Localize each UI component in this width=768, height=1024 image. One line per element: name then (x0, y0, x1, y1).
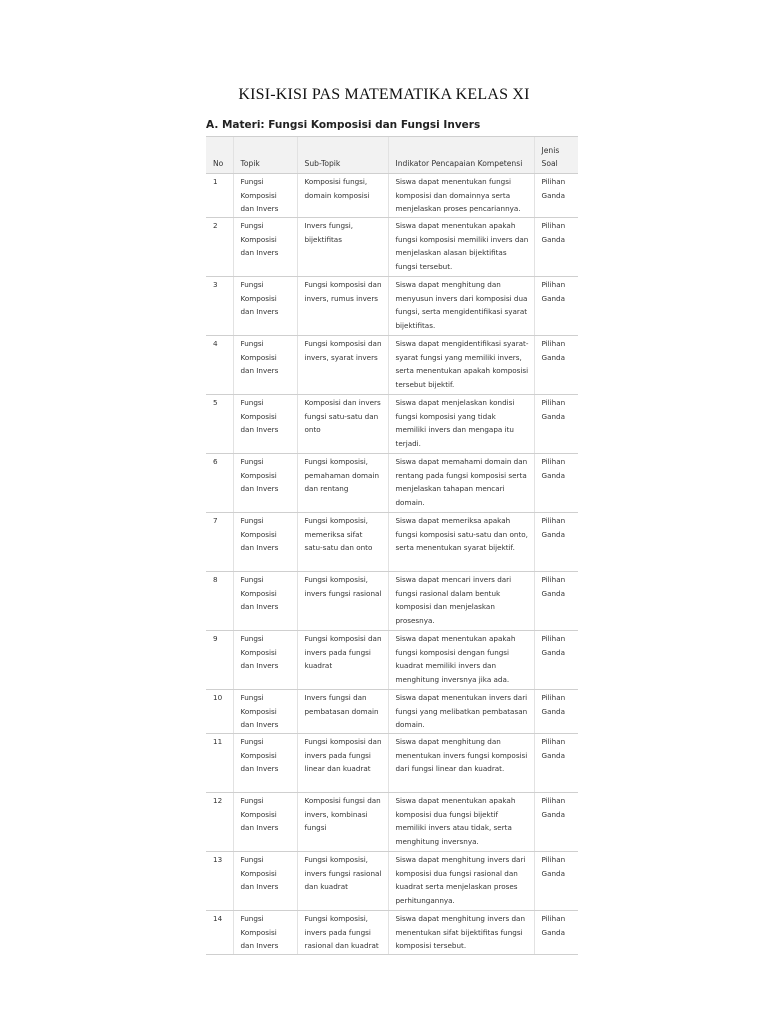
header-sub-topik: Sub-Topik (297, 137, 388, 174)
cell-topik: Fungsi Komposisi dan Invers (233, 852, 297, 911)
cell-no: 4 (206, 336, 233, 395)
cell-no: 1 (206, 174, 233, 218)
header-topik: Topik (233, 137, 297, 174)
kisi-kisi-table (206, 136, 578, 955)
cell-indikator: Siswa dapat menghitung dan menyusun invers dari komposisi dua fungsi, serta mengidentifikasi syarat bijektifitas. (388, 277, 534, 336)
cell-no: 7 (206, 513, 233, 572)
cell-topik: Fungsi Komposisi dan Invers (233, 454, 297, 513)
kisi-kisi-table-container (206, 136, 578, 955)
cell-indikator: Siswa dapat mengidentifikasi syarat-syarat fungsi yang memiliki invers, serta menentukan apakah komposisi tersebut bijektif. (388, 336, 534, 395)
cell-topik: Fungsi Komposisi dan Invers (233, 793, 297, 852)
table-row (206, 277, 578, 336)
cell-jenis-soal: Pilihan Ganda (534, 852, 578, 911)
table-row (206, 911, 578, 955)
cell-indikator: Siswa dapat menghitung dan menentukan invers fungsi komposisi dari fungsi linear dan kuadrat. (388, 734, 534, 793)
table-row (206, 572, 578, 631)
cell-jenis-soal: Pilihan Ganda (534, 336, 578, 395)
cell-indikator: Siswa dapat menghitung invers dari komposisi dua fungsi rasional dan kuadrat serta menjelaskan proses perhitungannya. (388, 852, 534, 911)
cell-jenis-soal: Pilihan Ganda (534, 395, 578, 454)
cell-sub-topik: Komposisi dan invers fungsi satu-satu dan onto (297, 395, 388, 454)
header-no: No (206, 137, 233, 174)
cell-topik: Fungsi Komposisi dan Invers (233, 734, 297, 793)
table-row (206, 793, 578, 852)
cell-jenis-soal: Pilihan Ganda (534, 513, 578, 572)
cell-no: 11 (206, 734, 233, 793)
cell-no: 9 (206, 631, 233, 690)
cell-no: 13 (206, 852, 233, 911)
cell-jenis-soal: Pilihan Ganda (534, 793, 578, 852)
cell-indikator: Siswa dapat menentukan invers dari fungsi yang melibatkan pembatasan domain. (388, 690, 534, 734)
cell-indikator: Siswa dapat menentukan fungsi komposisi dan domainnya serta menjelaskan proses pencariannya. (388, 174, 534, 218)
cell-topik: Fungsi Komposisi dan Invers (233, 277, 297, 336)
cell-indikator: Siswa dapat menentukan apakah fungsi komposisi memiliki invers dan menjelaskan alasan bijektifitas fungsi tersebut. (388, 218, 534, 277)
cell-sub-topik: Fungsi komposisi dan invers pada fungsi linear dan kuadrat (297, 734, 388, 793)
cell-indikator: Siswa dapat memahami domain dan rentang pada fungsi komposisi serta menjelaskan tahapan mencari domain. (388, 454, 534, 513)
table-row (206, 690, 578, 734)
cell-topik: Fungsi Komposisi dan Invers (233, 690, 297, 734)
header-jenis-soal: Jenis Soal (534, 137, 578, 174)
cell-sub-topik: Invers fungsi, bijektifitas (297, 218, 388, 277)
cell-sub-topik: Fungsi komposisi, memeriksa sifat satu-satu dan onto (297, 513, 388, 572)
cell-indikator: Siswa dapat menentukan apakah komposisi dua fungsi bijektif memiliki invers atau tidak, serta menghitung inversnya. (388, 793, 534, 852)
cell-no: 6 (206, 454, 233, 513)
cell-jenis-soal: Pilihan Ganda (534, 690, 578, 734)
cell-no: 5 (206, 395, 233, 454)
cell-jenis-soal: Pilihan Ganda (534, 911, 578, 955)
cell-indikator: Siswa dapat menghitung invers dan menentukan sifat bijektifitas fungsi komposisi tersebut. (388, 911, 534, 955)
cell-sub-topik: Invers fungsi dan pembatasan domain (297, 690, 388, 734)
table-row (206, 852, 578, 911)
cell-sub-topik: Komposisi fungsi dan invers, kombinasi fungsi (297, 793, 388, 852)
cell-indikator: Siswa dapat memeriksa apakah fungsi komposisi satu-satu dan onto, serta menentukan syarat bijektif. (388, 513, 534, 572)
table-row (206, 218, 578, 277)
table-row (206, 454, 578, 513)
cell-jenis-soal: Pilihan Ganda (534, 277, 578, 336)
cell-topik: Fungsi Komposisi dan Invers (233, 911, 297, 955)
cell-topik: Fungsi Komposisi dan Invers (233, 395, 297, 454)
cell-no: 8 (206, 572, 233, 631)
cell-topik: Fungsi Komposisi dan Invers (233, 174, 297, 218)
cell-topik: Fungsi Komposisi dan Invers (233, 572, 297, 631)
cell-no: 14 (206, 911, 233, 955)
cell-sub-topik: Fungsi komposisi dan invers pada fungsi kuadrat (297, 631, 388, 690)
cell-indikator: Siswa dapat mencari invers dari fungsi rasional dalam bentuk komposisi dan menjelaskan prosesnya. (388, 572, 534, 631)
section-heading: A. Materi: Fungsi Komposisi dan Fungsi Invers (206, 119, 481, 131)
cell-sub-topik: Fungsi komposisi, invers fungsi rasional dan kuadrat (297, 852, 388, 911)
cell-topik: Fungsi Komposisi dan Invers (233, 631, 297, 690)
cell-no: 12 (206, 793, 233, 852)
table-row (206, 336, 578, 395)
cell-sub-topik: Fungsi komposisi, invers fungsi rasional (297, 572, 388, 631)
cell-jenis-soal: Pilihan Ganda (534, 454, 578, 513)
cell-topik: Fungsi Komposisi dan Invers (233, 336, 297, 395)
table-row (206, 174, 578, 218)
table-header-row (206, 137, 578, 174)
cell-sub-topik: Fungsi komposisi, invers pada fungsi rasional dan kuadrat (297, 911, 388, 955)
header-indikator: Indikator Pencapaian Kompetensi (388, 137, 534, 174)
cell-topik: Fungsi Komposisi dan Invers (233, 218, 297, 277)
table-row (206, 513, 578, 572)
cell-indikator: Siswa dapat menjelaskan kondisi fungsi komposisi yang tidak memiliki invers dan mengapa itu terjadi. (388, 395, 534, 454)
cell-topik: Fungsi Komposisi dan Invers (233, 513, 297, 572)
cell-jenis-soal: Pilihan Ganda (534, 572, 578, 631)
table-row (206, 395, 578, 454)
cell-sub-topik: Fungsi komposisi dan invers, syarat invers (297, 336, 388, 395)
cell-no: 2 (206, 218, 233, 277)
cell-jenis-soal: Pilihan Ganda (534, 631, 578, 690)
cell-indikator: Siswa dapat menentukan apakah fungsi komposisi dengan fungsi kuadrat memiliki invers dan menghitung inversnya jika ada. (388, 631, 534, 690)
cell-jenis-soal: Pilihan Ganda (534, 734, 578, 793)
cell-jenis-soal: Pilihan Ganda (534, 218, 578, 277)
table-row (206, 734, 578, 793)
cell-sub-topik: Fungsi komposisi dan invers, rumus invers (297, 277, 388, 336)
cell-sub-topik: Komposisi fungsi, domain komposisi (297, 174, 388, 218)
cell-no: 3 (206, 277, 233, 336)
cell-no: 10 (206, 690, 233, 734)
table-row (206, 631, 578, 690)
cell-jenis-soal: Pilihan Ganda (534, 174, 578, 218)
document-title: KISI-KISI PAS MATEMATIKA KELAS XI (238, 86, 530, 103)
cell-sub-topik: Fungsi komposisi, pemahaman domain dan rentang (297, 454, 388, 513)
